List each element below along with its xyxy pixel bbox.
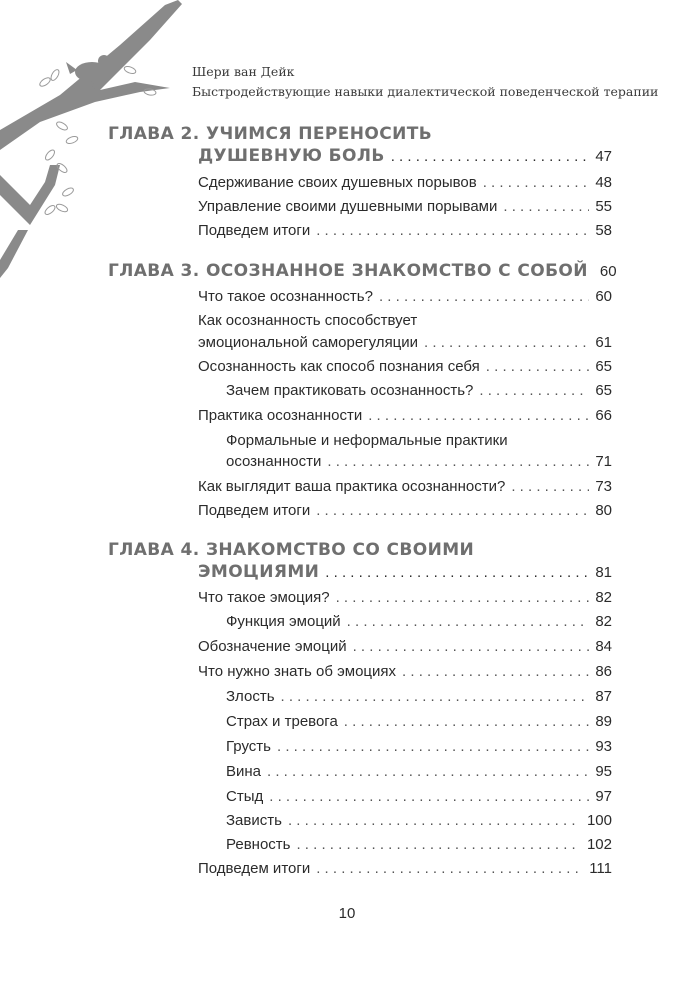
toc-entry-page: 89 bbox=[595, 713, 612, 730]
toc-entry-page: 80 bbox=[595, 502, 612, 519]
toc-entry-page: 102 bbox=[586, 836, 612, 853]
toc-entry-page: 66 bbox=[595, 407, 612, 424]
dot-leader bbox=[344, 713, 590, 731]
toc-entry[interactable] bbox=[198, 358, 612, 376]
chapter-2-title-line1: ГЛАВА 2. УЧИМСЯ ПЕРЕНОСИТЬ bbox=[108, 124, 433, 144]
toc-entry-text: Подведем итоги bbox=[198, 502, 311, 519]
chapter-4-entry[interactable] bbox=[198, 563, 612, 582]
toc-entry-text: Практика осознанности bbox=[198, 407, 363, 424]
dot-leader bbox=[277, 738, 589, 756]
toc-subentry[interactable] bbox=[226, 836, 612, 854]
toc-subentry[interactable] bbox=[226, 688, 612, 706]
dot-leader bbox=[479, 382, 589, 400]
toc-entry-text: Что такое эмоция? bbox=[198, 589, 330, 606]
dot-leader bbox=[336, 589, 590, 607]
dot-leader bbox=[402, 663, 589, 681]
chapter-4-page: 81 bbox=[595, 564, 612, 581]
dot-leader bbox=[267, 763, 589, 781]
toc-subentry[interactable] bbox=[226, 713, 612, 731]
toc-subentry[interactable] bbox=[226, 763, 612, 781]
toc-entry-text: Зачем практиковать осознанность? bbox=[226, 382, 474, 399]
toc-entry-page: 93 bbox=[595, 738, 612, 755]
dot-leader bbox=[353, 638, 590, 656]
chapter-3-page: 60 bbox=[599, 263, 617, 280]
toc-entry-text: Зависть bbox=[226, 812, 282, 829]
toc-entry-text: Злость bbox=[226, 688, 275, 705]
toc-entry-page: 60 bbox=[595, 288, 612, 305]
toc-entry-text: Грусть bbox=[226, 738, 271, 755]
page-number: 10 bbox=[338, 905, 356, 922]
dot-leader bbox=[483, 174, 590, 192]
dot-leader bbox=[486, 358, 590, 376]
toc-entry[interactable] bbox=[198, 638, 612, 656]
toc-entry-page: 100 bbox=[586, 812, 612, 829]
toc-entry-page: 55 bbox=[595, 198, 612, 215]
toc-entry-text: Управление своими душевными порывами bbox=[198, 198, 498, 215]
toc-entry-page: 95 bbox=[595, 763, 612, 780]
toc-entry-text: Осознанность как способ познания себя bbox=[198, 358, 480, 375]
dot-leader bbox=[316, 222, 589, 240]
tree-branch-illustration bbox=[0, 0, 200, 290]
toc-entry-page: 58 bbox=[595, 222, 612, 239]
dot-leader bbox=[316, 860, 583, 878]
toc-entry-text: Подведем итоги bbox=[198, 860, 311, 877]
toc-entry-page: 48 bbox=[595, 174, 612, 191]
toc-subentry[interactable] bbox=[226, 453, 612, 471]
dot-leader bbox=[316, 502, 589, 520]
toc-entry-page: 87 bbox=[595, 688, 612, 705]
toc-entry-page: 111 bbox=[589, 860, 612, 877]
toc-entry-page: 84 bbox=[595, 638, 612, 655]
toc-entry-page: 65 bbox=[595, 382, 612, 399]
toc-entry-text: Как выглядит ваша практика осознанности? bbox=[198, 478, 506, 495]
toc-subentry[interactable] bbox=[226, 738, 612, 756]
toc-entry[interactable] bbox=[198, 334, 612, 352]
toc-entry[interactable] bbox=[198, 407, 612, 425]
toc-entry-text: Функция эмоций bbox=[226, 613, 341, 630]
toc-entry-text: Что такое осознанность? bbox=[198, 288, 373, 305]
toc-entry-text-line2: эмоциональной саморегуляции bbox=[198, 334, 419, 351]
chapter-2-page: 47 bbox=[595, 148, 612, 165]
toc-entry-page: 71 bbox=[595, 453, 612, 470]
toc-entry-text-line2: осознанности bbox=[226, 453, 322, 470]
toc-entry-page: 86 bbox=[595, 663, 612, 680]
dot-leader bbox=[511, 478, 589, 496]
running-header-author: Шери ван Дейк bbox=[192, 64, 295, 79]
dot-leader bbox=[281, 688, 590, 706]
toc-entry[interactable] bbox=[198, 502, 612, 520]
dot-leader bbox=[368, 407, 589, 425]
chapter-4-title-line2: ЭМОЦИЯМИ bbox=[198, 562, 320, 582]
toc-subentry[interactable] bbox=[226, 812, 612, 830]
dot-leader bbox=[288, 812, 581, 830]
dot-leader bbox=[327, 453, 589, 471]
toc-entry-page: 82 bbox=[595, 613, 612, 630]
toc-entry[interactable] bbox=[198, 860, 612, 878]
toc-entry-text-line1[interactable]: Как осознанность способствует bbox=[198, 312, 418, 329]
toc-entry[interactable] bbox=[198, 663, 612, 681]
dot-leader bbox=[503, 198, 589, 216]
chapter-4-title-line1: ГЛАВА 4. ЗНАКОМСТВО СО СВОИМИ bbox=[108, 540, 475, 560]
toc-entry[interactable] bbox=[198, 478, 612, 496]
running-header-book-title: Быстродействующие навыки диалектической поведенческой терапии bbox=[192, 84, 659, 99]
toc-entry-text: Обозначение эмоций bbox=[198, 638, 347, 655]
toc-entry-text: Сдерживание своих душевных порывов bbox=[198, 174, 477, 191]
dot-leader bbox=[424, 334, 589, 352]
toc-entry-text: Подведем итоги bbox=[198, 222, 311, 239]
toc-entry-text: Ревность bbox=[226, 836, 291, 853]
chapter-2-title-line2: ДУШЕВНУЮ БОЛЬ bbox=[198, 146, 385, 166]
chapter-3-title: ГЛАВА 3. ОСОЗНАННОЕ ЗНАКОМСТВО С СОБОЙ bbox=[108, 261, 588, 281]
toc-entry-text: Что нужно знать об эмоциях bbox=[198, 663, 397, 680]
toc-subentry-text-line1[interactable]: Формальные и неформальные практики bbox=[226, 432, 508, 449]
toc-entry[interactable] bbox=[198, 222, 612, 240]
toc-entry-page: 73 bbox=[595, 478, 612, 495]
toc-entry[interactable] bbox=[198, 174, 612, 192]
chapter-3-entry[interactable] bbox=[108, 261, 617, 281]
dot-leader bbox=[325, 564, 589, 582]
toc-entry-page: 61 bbox=[595, 334, 612, 351]
toc-subentry[interactable] bbox=[226, 382, 612, 400]
toc-entry-text: Стыд bbox=[226, 788, 264, 805]
toc-entry-text: Страх и тревога bbox=[226, 713, 338, 730]
dot-leader bbox=[347, 613, 590, 631]
dot-leader bbox=[296, 836, 581, 854]
toc-subentry[interactable] bbox=[226, 613, 612, 631]
dot-leader bbox=[391, 148, 590, 166]
toc-entry[interactable] bbox=[198, 288, 612, 306]
toc-entry[interactable] bbox=[198, 589, 612, 607]
chapter-2-entry[interactable] bbox=[198, 147, 612, 166]
toc-subentry[interactable] bbox=[226, 788, 612, 806]
toc-entry-page: 82 bbox=[595, 589, 612, 606]
toc-entry[interactable] bbox=[198, 198, 612, 216]
dot-leader bbox=[269, 788, 589, 806]
dot-leader bbox=[379, 288, 589, 306]
toc-entry-text: Вина bbox=[226, 763, 262, 780]
toc-entry-page: 97 bbox=[595, 788, 612, 805]
toc-entry-page: 65 bbox=[595, 358, 612, 375]
